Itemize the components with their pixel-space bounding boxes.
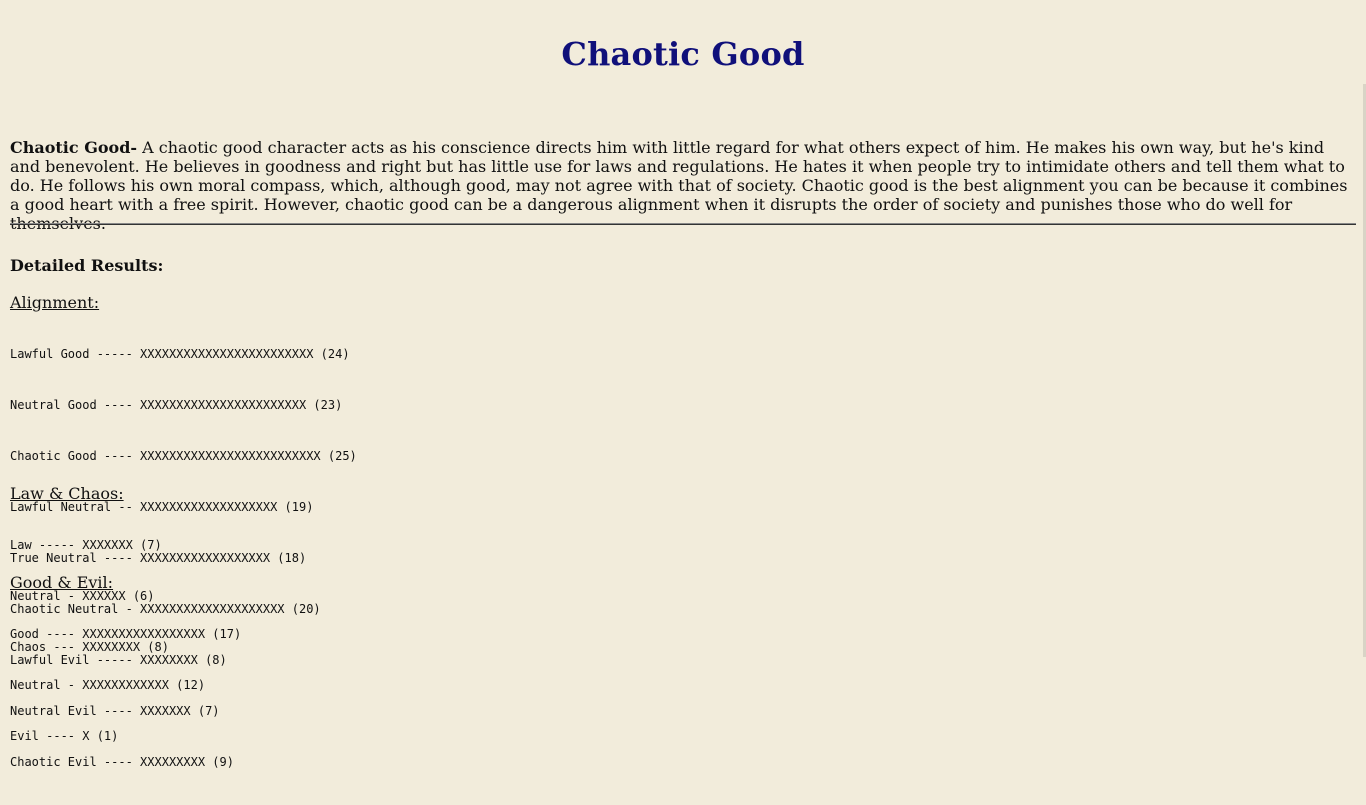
good-evil-rows (10, 592, 241, 779)
law-chaos-section-title: Law & Chaos: (10, 484, 124, 503)
alignment-row: Neutral Evil ---- XXXXXXX (7) (10, 704, 220, 718)
alignment-description (10, 138, 1356, 233)
alignment-row: Chaotic Evil ---- XXXXXXXXX (9) (10, 755, 234, 769)
alignment-row: Chaotic Neutral - XXXXXXXXXXXXXXXXXXXX (20) (10, 602, 321, 616)
good-evil-section (10, 573, 241, 779)
description-text: A chaotic good character acts as his conscience directs him with little regard for what others expect of him. He makes his own way, but he's kind and benevolent. He believes in goodness and right but has little use for laws and regulations. He hates it when people try to intimidate others and tell them what to do. He follows his own moral compass, which, although good, may not agree with that of society. Chaotic good is the best alignment you can be because it combines a good heart with a free spirit. However, chaotic good can be a dangerous alignment when it disrupts the order of society and punishes those who do well for themselves. (10, 138, 1348, 233)
detailed-results-label: Detailed Results: (10, 256, 164, 275)
alignment-section-title: Alignment: (10, 293, 100, 312)
alignment-row: True Neutral ---- XXXXXXXXXXXXXXXXXX (18) (10, 551, 307, 565)
law-chaos-row: Neutral - XXXXXX (6) (10, 589, 155, 603)
alignment-row: Lawful Good ----- XXXXXXXXXXXXXXXXXXXXXXXX (24) (10, 347, 350, 361)
good-evil-section-title: Good & Evil: (10, 573, 114, 592)
alignment-row: Lawful Neutral -- XXXXXXXXXXXXXXXXXXX (19) (10, 500, 314, 514)
description-heading: Chaotic Good- (10, 138, 138, 157)
alignment-row: Lawful Evil ----- XXXXXXXX (8) (10, 653, 227, 667)
alignment-row: Neutral Good ---- XXXXXXXXXXXXXXXXXXXXXXX (23) (10, 398, 343, 412)
good-evil-row: Evil ---- X (1) (10, 729, 119, 743)
good-evil-row: Good ---- XXXXXXXXXXXXXXXXX (17) (10, 627, 242, 641)
law-chaos-row: Law ----- XXXXXXX (7) (10, 538, 162, 552)
good-evil-row: Neutral - XXXXXXXXXXXX (12) (10, 678, 206, 692)
alignment-row: Chaotic Good ---- XXXXXXXXXXXXXXXXXXXXXXXXX (25) (10, 449, 357, 463)
page-title: Chaotic Good (561, 35, 805, 73)
horizontal-divider (10, 223, 1356, 225)
law-chaos-row: Chaos --- XXXXXXXX (8) (10, 640, 169, 654)
